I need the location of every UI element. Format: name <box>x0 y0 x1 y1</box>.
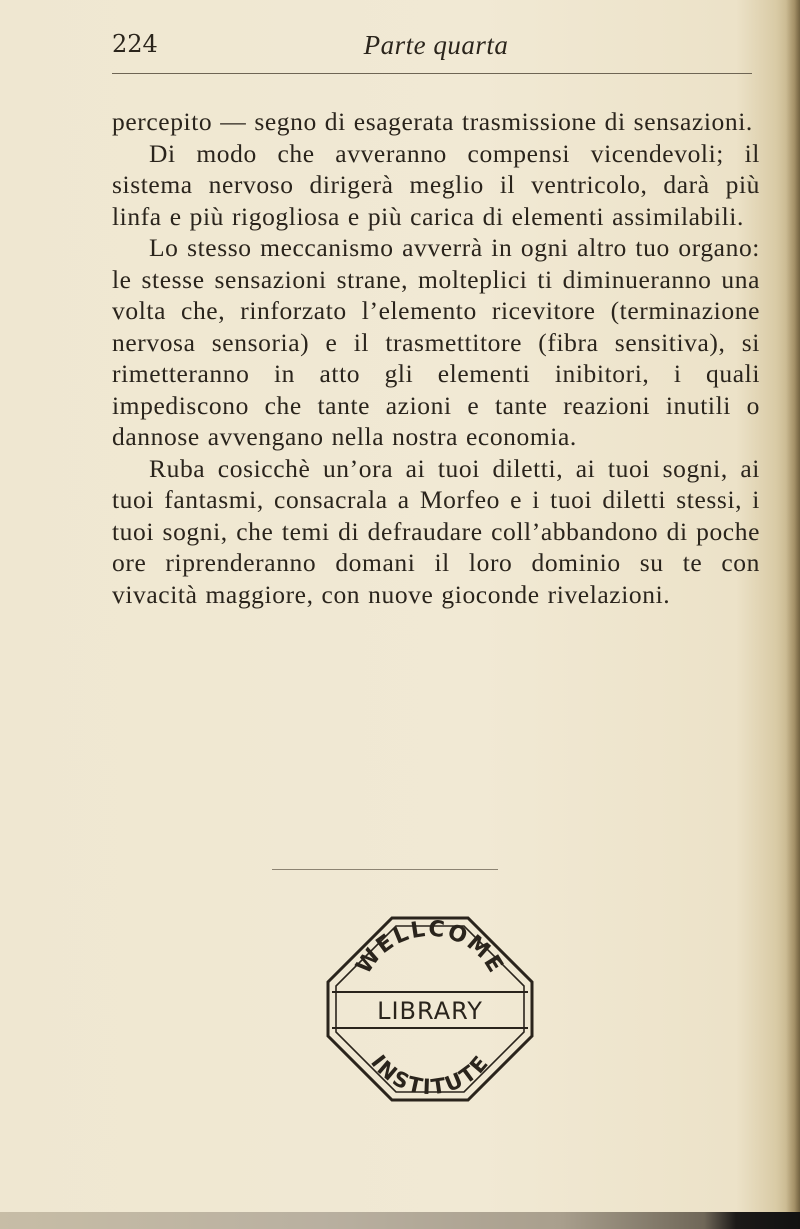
library-stamp <box>322 912 538 1106</box>
library-stamp-graphic <box>322 912 538 1106</box>
scan-bottom-edge <box>0 1212 800 1229</box>
stamp-bottom-text: INSTITUTE <box>366 1050 494 1100</box>
stamp-top-text: WELLCOME <box>351 916 509 979</box>
paragraph-1: percepito — segno di esagerata trasmissione di sensazioni. <box>112 107 753 136</box>
page-edge-shadow <box>786 0 800 1229</box>
paragraph-2: Di modo che avveranno compensi vicendevoli; il sistema nervoso dirigerà meglio il ventricolo, darà più linfa e più rigogliosa e più carica di elementi assimilabili. <box>112 138 760 231</box>
footer-rule <box>272 869 498 870</box>
page-number: 224 <box>112 30 158 58</box>
paragraph-4: Ruba cosicchè un’ora ai tuoi diletti, ai tuoi sogni, ai tuoi fantasmi, consacrala a Morfeo e i tuoi diletti stessi, i tuoi sogni, che temi di defraudare coll’abbandono di poche ore riprenderanno domani il loro dominio su te con vivacità maggiore, con nuove gioconde rivelazioni. <box>112 453 760 609</box>
stamp-center-text: LIBRARY <box>377 997 483 1025</box>
running-head: Parte quarta <box>363 30 509 60</box>
body-text <box>112 106 760 610</box>
page-header <box>112 30 760 70</box>
paragraph-3: Lo stesso meccanismo avverrà in ogni altro tuo organo: le stesse sensazioni strane, molteplici ti diminueranno una volta che, rinforzato l’elemento ricevitore (terminazione nervosa sensoria) e il trasmettitore (fibra sensitiva), si rimetteranno in atto gli elementi inibitori, i quali impediscono che tante azioni e tante reazioni inutili o dannose avvengano nella nostra economia. <box>112 233 760 451</box>
header-rule <box>112 73 752 74</box>
